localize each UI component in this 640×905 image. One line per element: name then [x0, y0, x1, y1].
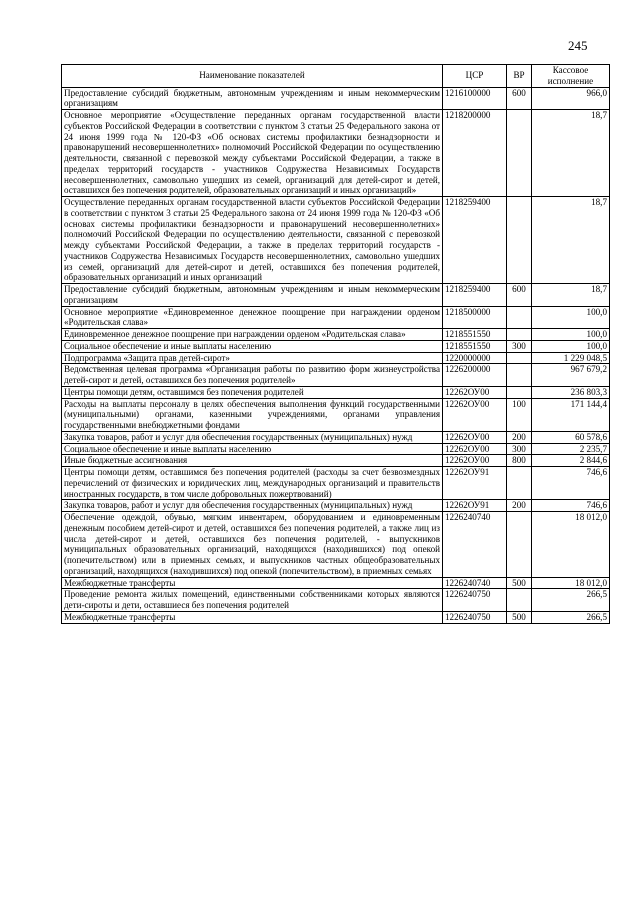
row-vr-code: 200	[507, 500, 532, 512]
row-indicator-name: Иные бюджетные ассигнования	[62, 455, 443, 467]
row-cash-amount: 18,7	[532, 197, 610, 284]
table-row	[62, 306, 610, 329]
row-vr-code: 300	[507, 443, 532, 455]
row-cash-amount: 100,0	[532, 329, 610, 341]
row-indicator-name: Ведомственная целевая программа «Организация работы по развитию форм жизнеустройства детей-сирот и детей, оставшихся без попечения родителей»	[62, 364, 443, 387]
row-cash-amount: 2 235,7	[532, 443, 610, 455]
table-row	[62, 455, 610, 467]
row-vr-code: 500	[507, 611, 532, 623]
table-row	[62, 87, 610, 110]
row-vr-code: 600	[507, 87, 532, 110]
row-indicator-name: Основное мероприятие «Осуществление переданных органам государственной власти субъектов Российской Федерации в соответствии с пунктом 3 статьи 25 Федерального закона от 24 июня 1999 года № 120-ФЗ «Об основах системы профилактики безнадзорности и правонарушений несовершеннолетних» полномочий Российской Федерации по осуществлению деятельности, связанной с перевозкой между субъектами Российской Федерации, а также в пределах территорий государств - участников Содружества Независимых Государств несовершеннолетних, самовольно ушедших из семей, организаций для детей-сирот и детей, оставшихся без попечения родителей, образовательных организаций и иных организаций»	[62, 110, 443, 197]
row-vr-code	[507, 306, 532, 329]
row-vr-code	[507, 467, 532, 500]
row-csr-code: 12262ОУ91	[443, 500, 507, 512]
row-csr-code: 12262ОУ00	[443, 443, 507, 455]
row-vr-code	[507, 329, 532, 341]
row-csr-code: 1226240740	[443, 512, 507, 578]
row-vr-code: 300	[507, 340, 532, 352]
row-csr-code: 12262ОУ00	[443, 398, 507, 431]
row-vr-code: 800	[507, 455, 532, 467]
table-row	[62, 500, 610, 512]
header-indicator-name: Наименование показателей	[62, 65, 443, 88]
row-cash-amount: 746,6	[532, 467, 610, 500]
row-indicator-name: Расходы на выплаты персоналу в целях обеспечения выполнения функций государственными (муниципальными) органами, казенными учреждениями, органами управления государственными внебюджетными фондами	[62, 398, 443, 431]
row-cash-amount: 266,5	[532, 589, 610, 612]
row-cash-amount: 18,7	[532, 110, 610, 197]
row-vr-code	[507, 589, 532, 612]
row-indicator-name: Единовременное денежное поощрение при награждении орденом «Родительская слава»	[62, 329, 443, 341]
page-number: 245	[568, 38, 588, 53]
row-csr-code: 1218551550	[443, 340, 507, 352]
table-header-row	[62, 65, 610, 88]
table-row	[62, 467, 610, 500]
table-row	[62, 611, 610, 623]
row-csr-code: 1218259400	[443, 197, 507, 284]
row-indicator-name: Социальное обеспечение и иные выплаты населению	[62, 443, 443, 455]
row-csr-code: 1218551550	[443, 329, 507, 341]
table-row	[62, 352, 610, 364]
row-indicator-name: Социальное обеспечение и иные выплаты населению	[62, 340, 443, 352]
row-cash-amount: 18 012,0	[532, 577, 610, 589]
row-cash-amount: 266,5	[532, 611, 610, 623]
header-vr: ВР	[507, 65, 532, 88]
table-row	[62, 197, 610, 284]
row-vr-code	[507, 364, 532, 387]
table-row	[62, 364, 610, 387]
row-csr-code: 12262ОУ91	[443, 467, 507, 500]
row-cash-amount: 100,0	[532, 306, 610, 329]
row-indicator-name: Основное мероприятие «Единовременное денежное поощрение при награждении орденом «Родительская слава»	[62, 306, 443, 329]
row-indicator-name: Закупка товаров, работ и услуг для обеспечения государственных (муниципальных) нужд	[62, 431, 443, 443]
header-cash-execution: Кассовое исполнение	[532, 65, 610, 88]
row-indicator-name: Проведение ремонта жилых помещений, единственными собственниками которых являются дети-сироты и дети, оставшиеся без попечения родителей	[62, 589, 443, 612]
row-indicator-name: Закупка товаров, работ и услуг для обеспечения государственных (муниципальных) нужд	[62, 500, 443, 512]
row-csr-code: 1226240750	[443, 611, 507, 623]
table-row	[62, 431, 610, 443]
row-csr-code: 1218200000	[443, 110, 507, 197]
row-vr-code: 600	[507, 284, 532, 307]
table-row	[62, 577, 610, 589]
table-row	[62, 284, 610, 307]
table-row	[62, 110, 610, 197]
row-cash-amount: 18,7	[532, 284, 610, 307]
row-vr-code	[507, 386, 532, 398]
row-vr-code	[507, 197, 532, 284]
row-csr-code: 12262ОУ00	[443, 431, 507, 443]
row-cash-amount: 746,6	[532, 500, 610, 512]
row-csr-code: 12262ОУ00	[443, 386, 507, 398]
row-csr-code: 1220000000	[443, 352, 507, 364]
row-csr-code: 1226240750	[443, 589, 507, 612]
row-indicator-name: Осуществление переданных органам государственной власти субъектов Российской Федерации в соответствии с пунктом 3 статьи 25 Федерального закона от 24 июня 1999 года № 120-ФЗ «Об основах системы профилактики безнадзорности и правонарушений несовершеннолетних» полномочий Российской Федерации по осуществлению деятельности, связанной с перевозкой между субъектами Российской Федерации, а также в пределах территорий государств - участников Содружества Независимых Государств несовершеннолетних, самовольно ушедших из семей, организаций для детей-сирот и детей, оставшихся без попечения родителей, образовательных организаций и иных организаций	[62, 197, 443, 284]
row-cash-amount: 171 144,4	[532, 398, 610, 431]
row-vr-code: 500	[507, 577, 532, 589]
row-vr-code: 100	[507, 398, 532, 431]
row-vr-code	[507, 352, 532, 364]
row-csr-code: 1216100000	[443, 87, 507, 110]
row-cash-amount: 236 803,3	[532, 386, 610, 398]
row-cash-amount: 2 844,6	[532, 455, 610, 467]
row-indicator-name: Предоставление субсидий бюджетным, автономным учреждениям и иным некоммерческим организациям	[62, 284, 443, 307]
row-indicator-name: Центры помощи детям, оставшимся без попечения родителей (расходы за счет безвозмездных перечислений от физических и юридических лиц, международных организаций и правительств иностранных государств, в том числе добровольных пожертвований)	[62, 467, 443, 500]
budget-execution-table	[61, 64, 610, 624]
row-indicator-name: Межбюджетные трансферты	[62, 611, 443, 623]
row-cash-amount: 60 578,6	[532, 431, 610, 443]
row-cash-amount: 100,0	[532, 340, 610, 352]
row-cash-amount: 18 012,0	[532, 512, 610, 578]
row-csr-code: 1226200000	[443, 364, 507, 387]
table-row	[62, 443, 610, 455]
table-row	[62, 398, 610, 431]
row-cash-amount: 966,0	[532, 87, 610, 110]
row-indicator-name: Обеспечение одеждой, обувью, мягким инвентарем, оборудованием и единовременным денежным пособием детей-сирот и детей, оставшихся без попечения родителей, а также лиц из числа детей-сирот и детей, оставшихся без попечения родителей, - выпускников муниципальных образовательных организаций, находящихся (находившихся) под опекой (попечительством) или в приемных семьях, и выпускников частных общеобразовательных организаций, находящихся (находившихся) под опекой (попечительством), в приемных семьях	[62, 512, 443, 578]
row-csr-code: 1226240740	[443, 577, 507, 589]
row-indicator-name: Предоставление субсидий бюджетным, автономным учреждениям и иным некоммерческим организациям	[62, 87, 443, 110]
table-row	[62, 512, 610, 578]
row-indicator-name: Подпрограмма «Защита прав детей-сирот»	[62, 352, 443, 364]
row-cash-amount: 967 679,2	[532, 364, 610, 387]
row-csr-code: 1218500000	[443, 306, 507, 329]
row-csr-code: 1218259400	[443, 284, 507, 307]
row-vr-code	[507, 512, 532, 578]
row-vr-code: 200	[507, 431, 532, 443]
row-vr-code	[507, 110, 532, 197]
table-row	[62, 589, 610, 612]
row-indicator-name: Межбюджетные трансферты	[62, 577, 443, 589]
table-row	[62, 386, 610, 398]
table-row	[62, 340, 610, 352]
row-csr-code: 12262ОУ00	[443, 455, 507, 467]
header-csr: ЦСР	[443, 65, 507, 88]
row-cash-amount: 1 229 048,5	[532, 352, 610, 364]
table-row	[62, 329, 610, 341]
row-indicator-name: Центры помощи детям, оставшимся без попечения родителей	[62, 386, 443, 398]
